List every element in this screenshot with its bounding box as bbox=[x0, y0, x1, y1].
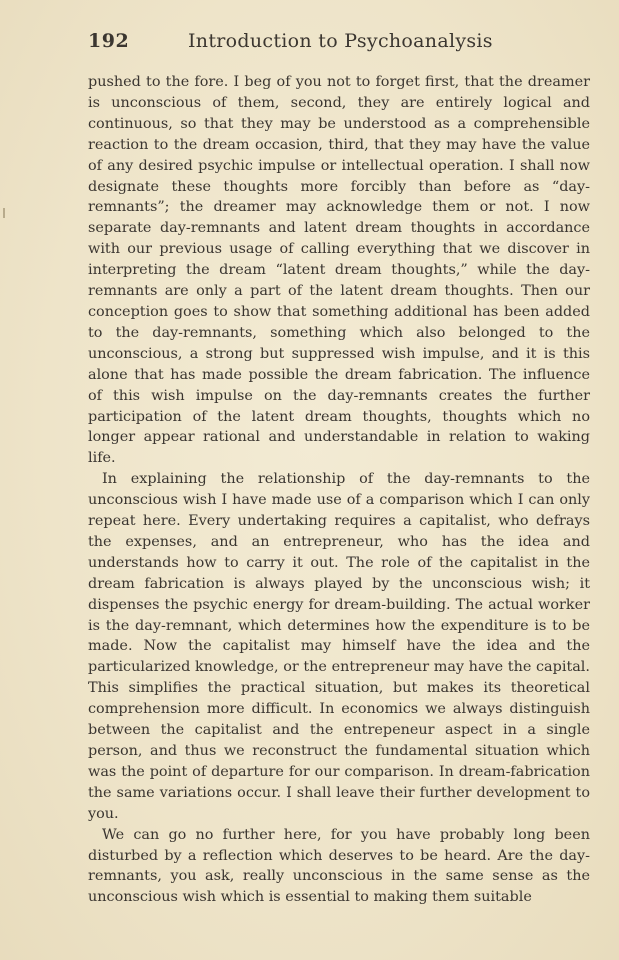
paragraph-3: We can go no further here, for you have probably long been disturbed by a reflection which deserves to be heard. Are the day-remnants, you ask, really unconscious in the same sense as the unconscious wish which is essential to making them suitable bbox=[88, 826, 590, 906]
page-header bbox=[88, 30, 579, 60]
margin-mark bbox=[3, 208, 5, 218]
page-number: 192 bbox=[88, 30, 130, 52]
body-text bbox=[88, 72, 590, 908]
paragraph-2: In explaining the relationship of the day-remnants to the unconscious wish I have made use of a comparison which I can only repeat here. Every undertaking requires a capitalist, who defrays the expenses, and an entrepreneur, who has the idea and understands how to carry it out. The role of the capitalist in the dream fabrication is always played by the unconscious wish; it dispenses the psychic energy for dream-building. The actual worker is the day-remnant, which determines how the expenditure is to be made. Now the capitalist may himself have the idea and the particularized knowledge, or the entrepreneur may have the capital. This simplifies the practical situation, but makes its theoretical comprehension more difficult. In economics we always distinguish between the capitalist and the entrepeneur aspect in a single person, and thus we reconstruct the fundamental situation which was the point of departure for our comparison. In dream-fabrication the same variations occur. I shall leave their further development to you. bbox=[88, 471, 590, 822]
paragraph-1: pushed to the fore. I beg of you not to forget first, that the dreamer is unconscious of them, second, they are entirely logical and continuous, so that they may be understood as a comprehensible reaction to the dream occasion, third, that they may have the value of any desired psychic impulse or intellectual operation. I shall now designate these thoughts more forcibly than before as “day-remnants”; the dreamer may acknowledge them or not. I now separate day-remnants and latent dream thoughts in accordance with our previous usage of calling everything that we discover in interpreting the dream “latent dream thoughts,” while the day-remnants are only a part of the latent dream thoughts. Then our conception goes to show that something additional has been added to the day-remnants, something which also belonged to the unconscious, a strong but suppressed wish impulse, and it is this alone that has made possible the dream fabrication. The influence of this wish impulse on the day-remnants creates the further participation of the latent dream thoughts, thoughts which no longer appear rational and understandable in relation to waking life. bbox=[88, 74, 590, 467]
running-head: Introduction to Psychoanalysis bbox=[188, 30, 493, 52]
